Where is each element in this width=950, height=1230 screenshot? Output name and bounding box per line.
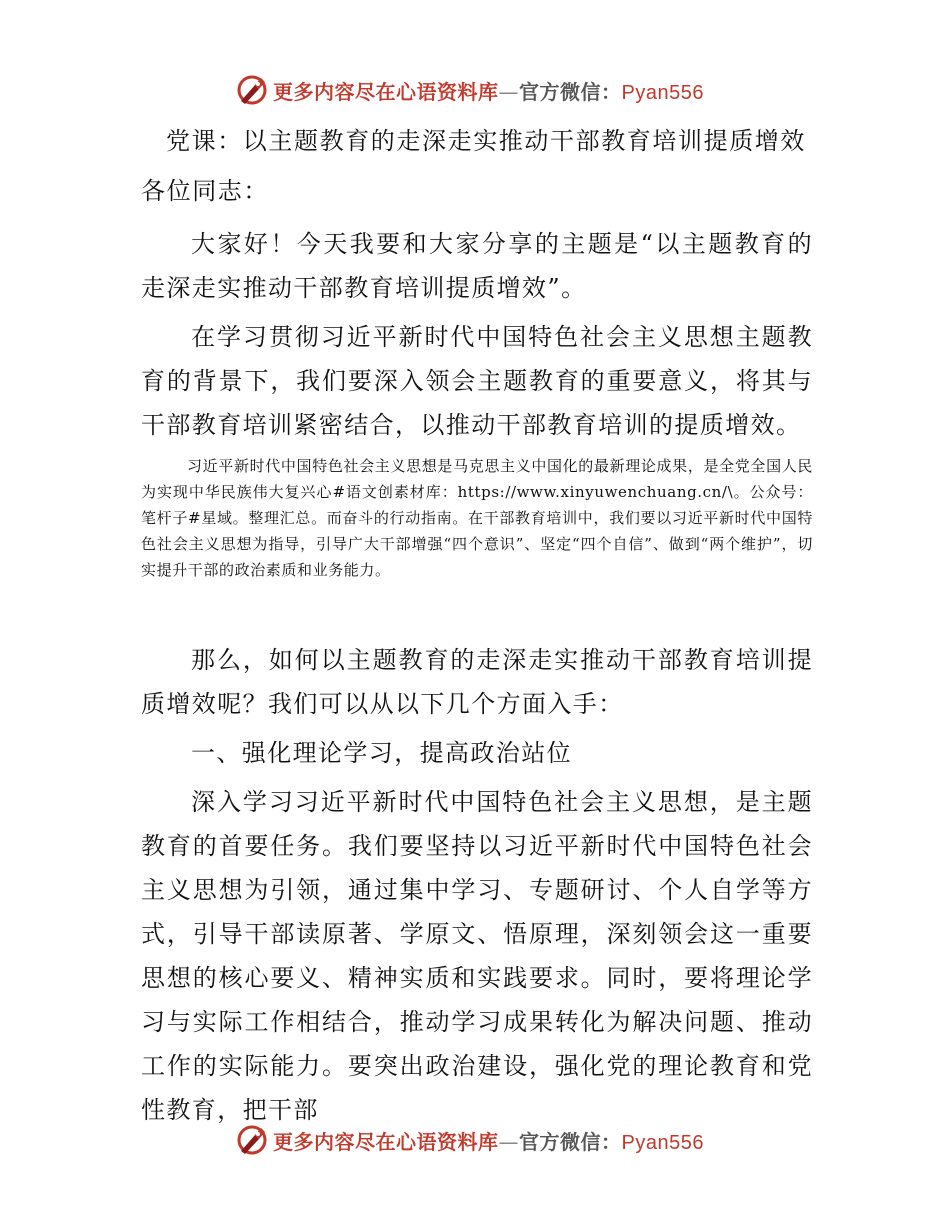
banner-text <box>273 76 704 105</box>
banner-text <box>273 1126 704 1155</box>
header-banner <box>235 72 735 108</box>
paragraph-background: 在学习贯彻习近平新时代中国特色社会主义思想主题教育的背景下，我们要深入领会主题教育的重要意义，将其与干部教育培训紧密结合，以推动干部教育培训的提质增效。 <box>141 323 813 439</box>
salutation: 各位同志： <box>141 177 269 205</box>
paragraph-question: 那么，如何以主题教育的走深走实推动干部教育培训提质增效呢？我们可以从以下几个方面入手： <box>141 646 813 718</box>
section-heading-1: 一、强化理论学习，提高政治站位 <box>191 739 572 767</box>
paragraph-theory-small: 习近平新时代中国特色社会主义思想是马克思主义中国化的最新理论成果，是全党全国人民为实现中华民族伟大复兴心#语文创素材库：https://www.xinyuwenchuang.cn/\。公众号：笔杆子#星域。整理汇总。而奋斗的行动指南。在干部教育培训中，我们要以习近平新时代中国特色社会主义思想为指导，引导广大干部增强“四个意识”、坚定“四个自信”、做到“两个维护”，切实提升干部的政治素质和业务能力。 <box>141 457 813 579</box>
banner-wechat-label: 官方微信： <box>519 1129 622 1154</box>
paragraph-intro: 大家好！今天我要和大家分享的主题是“以主题教育的走深走实推动干部教育培训提质增效”。 <box>141 230 813 302</box>
banner-library-text: 更多内容尽在心语资料库 <box>273 1129 499 1154</box>
banner-wechat-id: Pyan556 <box>621 81 704 104</box>
banner-dash: — <box>498 1129 519 1154</box>
banner-library-text: 更多内容尽在心语资料库 <box>273 79 499 104</box>
banner-dash: — <box>498 79 519 104</box>
document-title: 党课：以主题教育的走深走实推动干部教育培训提质增效 <box>166 127 806 155</box>
paragraph-theory-study: 深入学习习近平新时代中国特色社会主义思想，是主题教育的首要任务。我们要坚持以习近平新时代中国特色社会主义思想为引领，通过集中学习、专题研讨、个人自学等方式，引导干部读原著、学原文、悟原理，深刻领会这一重要思想的核心要义、精神实质和实践要求。同时，要将理论学习与实际工作相结合，推动学习成果转化为解决问题、推动工作的实际能力。要突出政治建设，强化党的理论教育和党性教育，把干部 <box>141 788 813 1124</box>
pen-logo-icon <box>235 73 269 107</box>
banner-wechat-label: 官方微信： <box>519 79 622 104</box>
banner-wechat-id: Pyan556 <box>621 1131 704 1154</box>
pen-logo-icon <box>235 1123 269 1157</box>
footer-banner <box>235 1122 735 1158</box>
